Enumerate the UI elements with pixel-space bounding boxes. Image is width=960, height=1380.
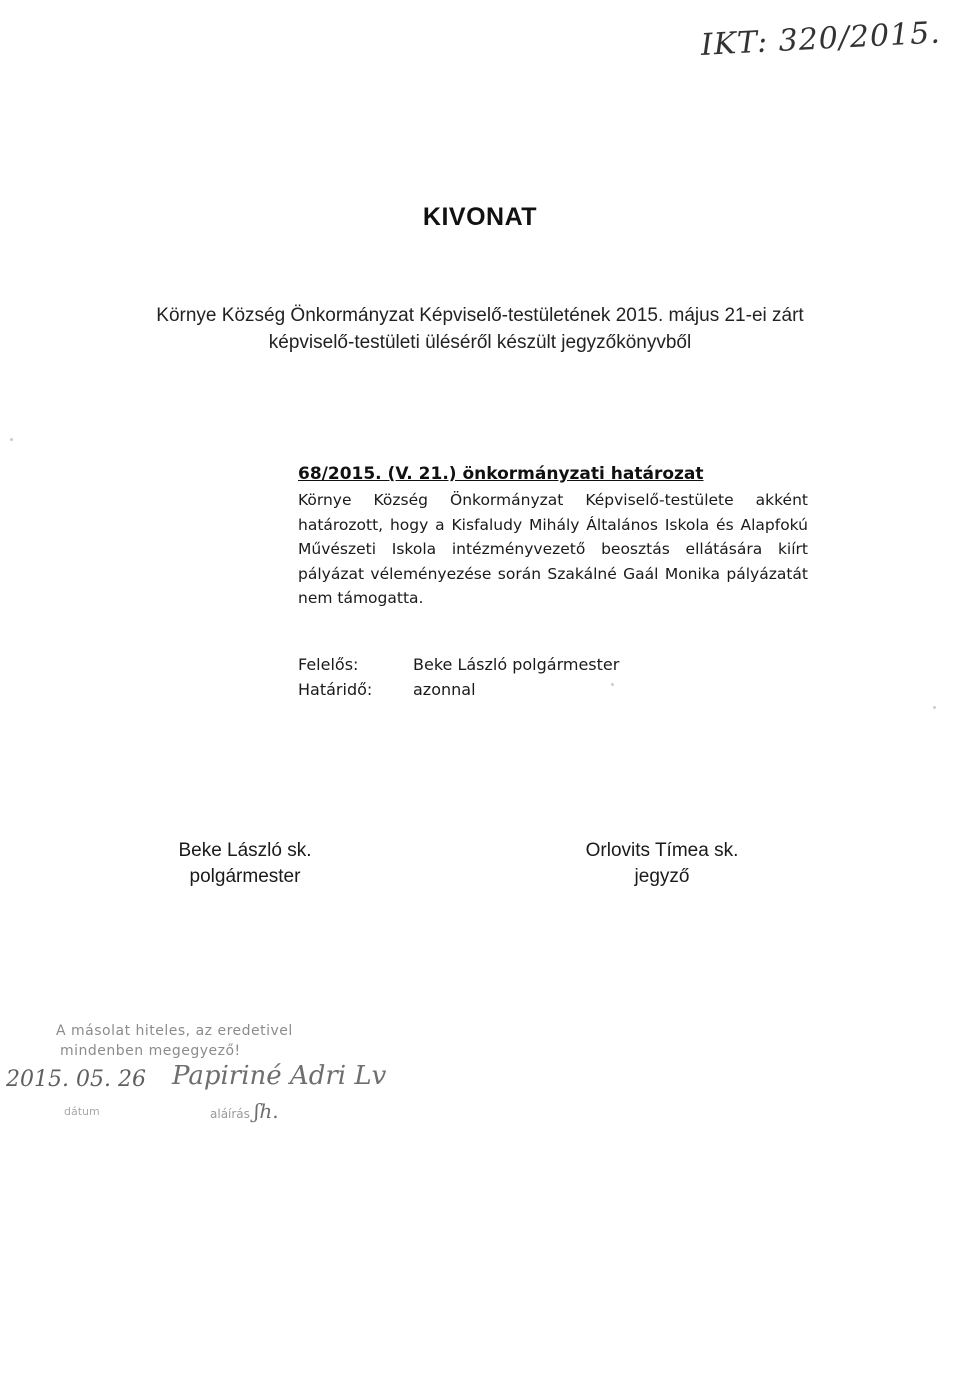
deadline-row	[298, 677, 619, 702]
responsibility-block	[298, 652, 619, 702]
stamp-handwritten-signature: Papiriné Adri Lv	[172, 1061, 387, 1091]
stamp-initials-mark: ʃh.	[254, 1099, 279, 1123]
resolution-block	[298, 461, 808, 611]
responsible-row	[298, 652, 619, 677]
deadline-value: azonnal	[413, 680, 476, 699]
stamp-text-line-2: mindenben megegyező!	[60, 1043, 241, 1059]
resolution-number: 68/2015. (V. 21.) önkormányzati határozat	[298, 464, 704, 484]
resolution-text: Környe Község Önkormányzat Képviselő-testülete akként határozott, hogy a Kisfaludy Mihály Általános Iskola és Alapfokú Művészeti Iskola intézményvezető beosztás ellátására kiírt pályázat véleményezése során Szakálné Gaál Monika pályázatát nem támogatta.	[298, 491, 808, 608]
notary-name: Orlovits Tímea sk.	[585, 840, 739, 861]
scan-speck	[611, 683, 614, 686]
mayor-title: polgármester	[189, 866, 301, 887]
scan-speck	[933, 706, 936, 709]
deadline-label: Határidő:	[298, 680, 373, 699]
responsible-label: Felelős:	[298, 655, 359, 674]
stamp-handwritten-date: 2015. 05. 26	[6, 1067, 146, 1092]
stamp-signature-label: aláírás	[210, 1107, 250, 1121]
responsible-value: Beke László polgármester	[413, 655, 620, 674]
document-title: KIVONAT	[422, 203, 538, 231]
notary-signature-block	[562, 838, 762, 890]
mayor-name: Beke László sk.	[178, 840, 312, 861]
handwritten-reference-number: IKT: 320/2015.	[700, 15, 942, 63]
stamp-date-label: dátum	[64, 1105, 100, 1118]
certification-stamp	[0, 1015, 420, 1135]
subtitle-line-1: Környe Község Önkormányzat Képviselő-testületének 2015. május 21-ei zárt	[156, 305, 804, 326]
subtitle-line-2: képviselő-testületi üléséről készült jegyzőkönyvből	[268, 332, 692, 353]
stamp-text-line-1: A másolat hiteles, az eredetivel	[56, 1023, 293, 1039]
mayor-signature-block	[150, 838, 340, 890]
notary-title: jegyző	[634, 866, 690, 887]
scan-speck	[10, 438, 13, 441]
document-subtitle	[0, 302, 960, 356]
